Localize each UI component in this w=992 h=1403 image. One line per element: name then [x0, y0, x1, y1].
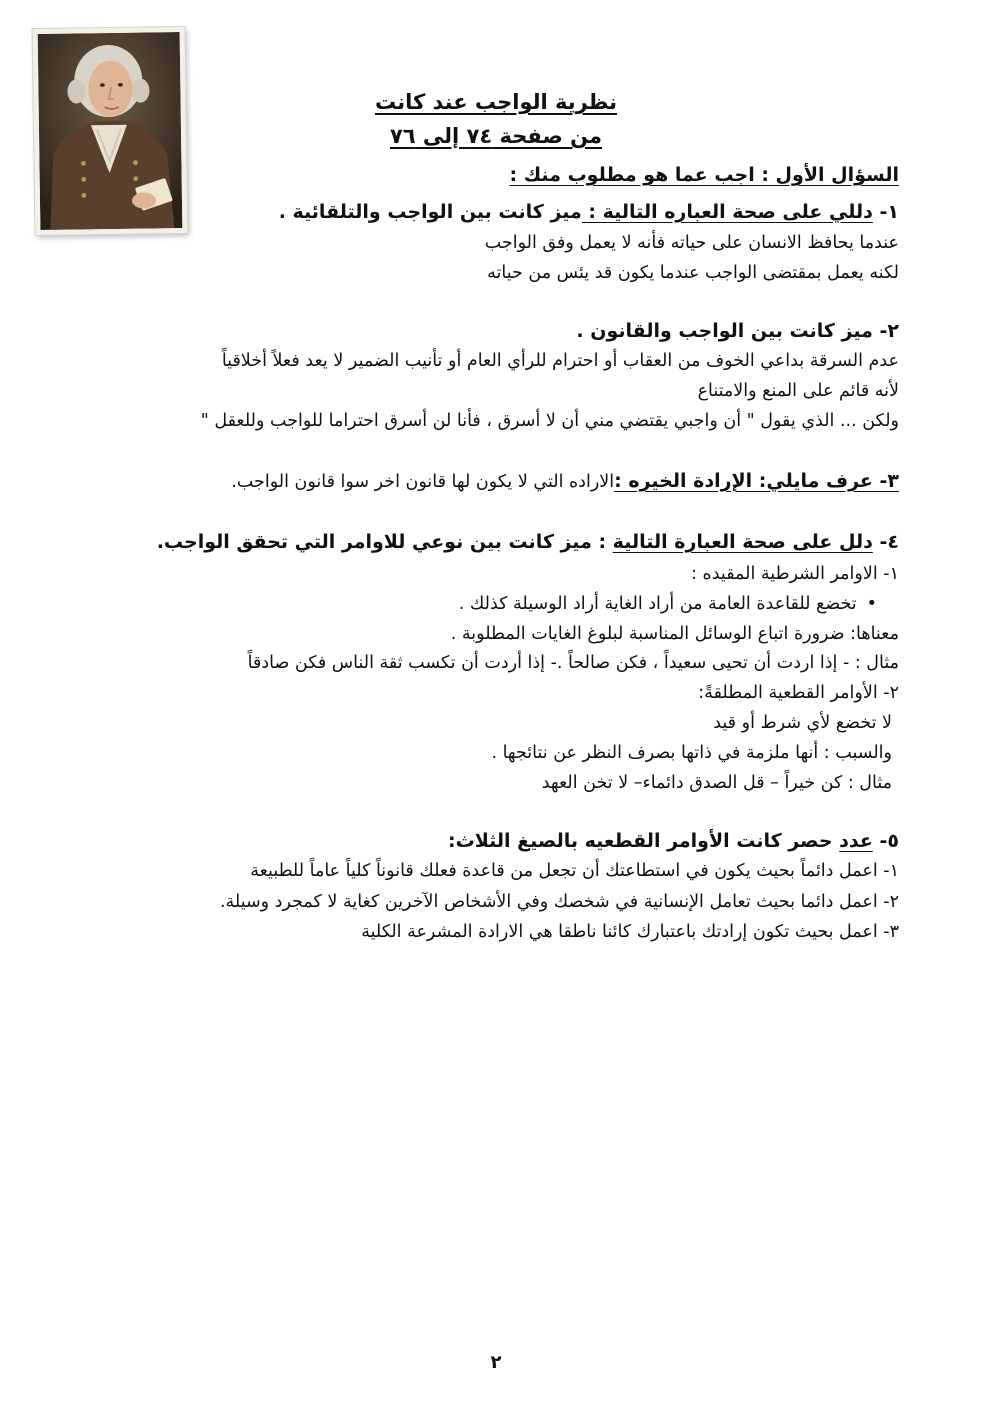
item4-line: مثال : - إذا اردت أن تحيى سعيداً ، فكن صالحاً .- إذا أردت أن تكسب ثقة الناس فكن صادقاً [247, 653, 899, 673]
item5-word: عدد [839, 830, 873, 852]
item3-answer: الاراده التي لا يكون لها قانون اخر سوا قانون الواجب. [231, 472, 615, 492]
item4-bullet: • تخضع للقاعدة العامة من أراد الغاية أراد الوسيلة كذلك . [459, 591, 877, 617]
item4-line: لا تخضع لأي شرط أو قيد [713, 713, 892, 733]
item1-number: ١- [872, 201, 899, 223]
item4-prefix: دلل على صحة العبارة التالية [612, 531, 873, 553]
item5-line: ٢- اعمل دائما بحيث تعامل الإنسانية في شخصك وفي الأشخاص الآخرين كغاية لا كمجرد وسيلة. [219, 892, 899, 912]
item2-line: عدم السرقة بداعي الخوف من العقاب أو احترام للرأي العام أو تأنيب الضمير لا يعد فعلاً أخلاقياً [221, 351, 899, 371]
item5-number: ٥- [872, 830, 899, 852]
item5-rest: حصر كانت الأوامر القطعيه بالصيغ الثلاث: [448, 830, 840, 852]
item1-heading [279, 199, 899, 225]
item1-statement: ميز كانت بين الواجب والتلقائية . [278, 201, 582, 223]
item4-line: معناها: ضرورة اتباع الوسائل المناسبة لبلوغ الغايات المطلوبة . [450, 624, 899, 644]
item2-line: ولكن ... الذي يقول " أن واجبي يقتضي مني أن لا أسرق ، فأنا لن أسرق احتراما للواجب وللعقل " [200, 411, 899, 431]
portrait-image [33, 27, 188, 235]
item3-line [231, 468, 899, 495]
page-number: ٢ [490, 1352, 502, 1373]
page-title: نظرية الواجب عند كانت [374, 90, 618, 114]
item2-line: لأنه قائم على المنع والامتناع [697, 381, 899, 401]
item1-line: عندما يحافظ الانسان على حياته فأنه لا يعمل وفق الواجب [484, 233, 899, 253]
item1-prefix: دللي على صحة العباره التالية : [581, 201, 873, 223]
item5-line: ٣- اعمل بحيث تكون إرادتك باعتبارك كائنا ناطقا هي الارادة المشرعة الكلية [361, 922, 899, 942]
item5-heading [448, 828, 899, 854]
question-one-heading: السؤال الأول : اجب عما هو مطلوب منك : [509, 164, 899, 186]
item4-heading [157, 529, 899, 555]
item4-rest: : ميز كانت بين نوعي للاوامر التي تحقق الواجب. [156, 531, 613, 553]
item4-line: مثال : كن خيراً – قل الصدق دائماء– لا تخن العهد [541, 773, 892, 793]
item2-heading: ٢- ميز كانت بين الواجب والقانون . [576, 320, 899, 342]
item4-line: ١- الاوامر الشرطية المقيده : [691, 564, 899, 584]
page-range: من صفحة ٧٤ إلى ٧٦ [389, 124, 603, 148]
portrait-drawing [38, 32, 183, 230]
item5-line: ١- اعمل دائماً بحيث يكون في استطاعتك أن تجعل من قاعدة فعلك قانوناً كلياً عاماً للطبيعة [250, 861, 899, 881]
item4-line: ٢- الأوامر القطعية المطلقةً: [698, 683, 899, 703]
item4-line: والسبب : أنها ملزمة في ذاتها بصرف النظر عن نتائجها . [491, 743, 892, 763]
item1-line: لكنه يعمل بمقتضى الواجب عندما يكون قد يئس من حياته [487, 263, 899, 283]
item3-heading: ٣- عرف مايلي: الإرادة الخيره : [614, 470, 899, 492]
item4-number: ٤- [872, 531, 899, 553]
